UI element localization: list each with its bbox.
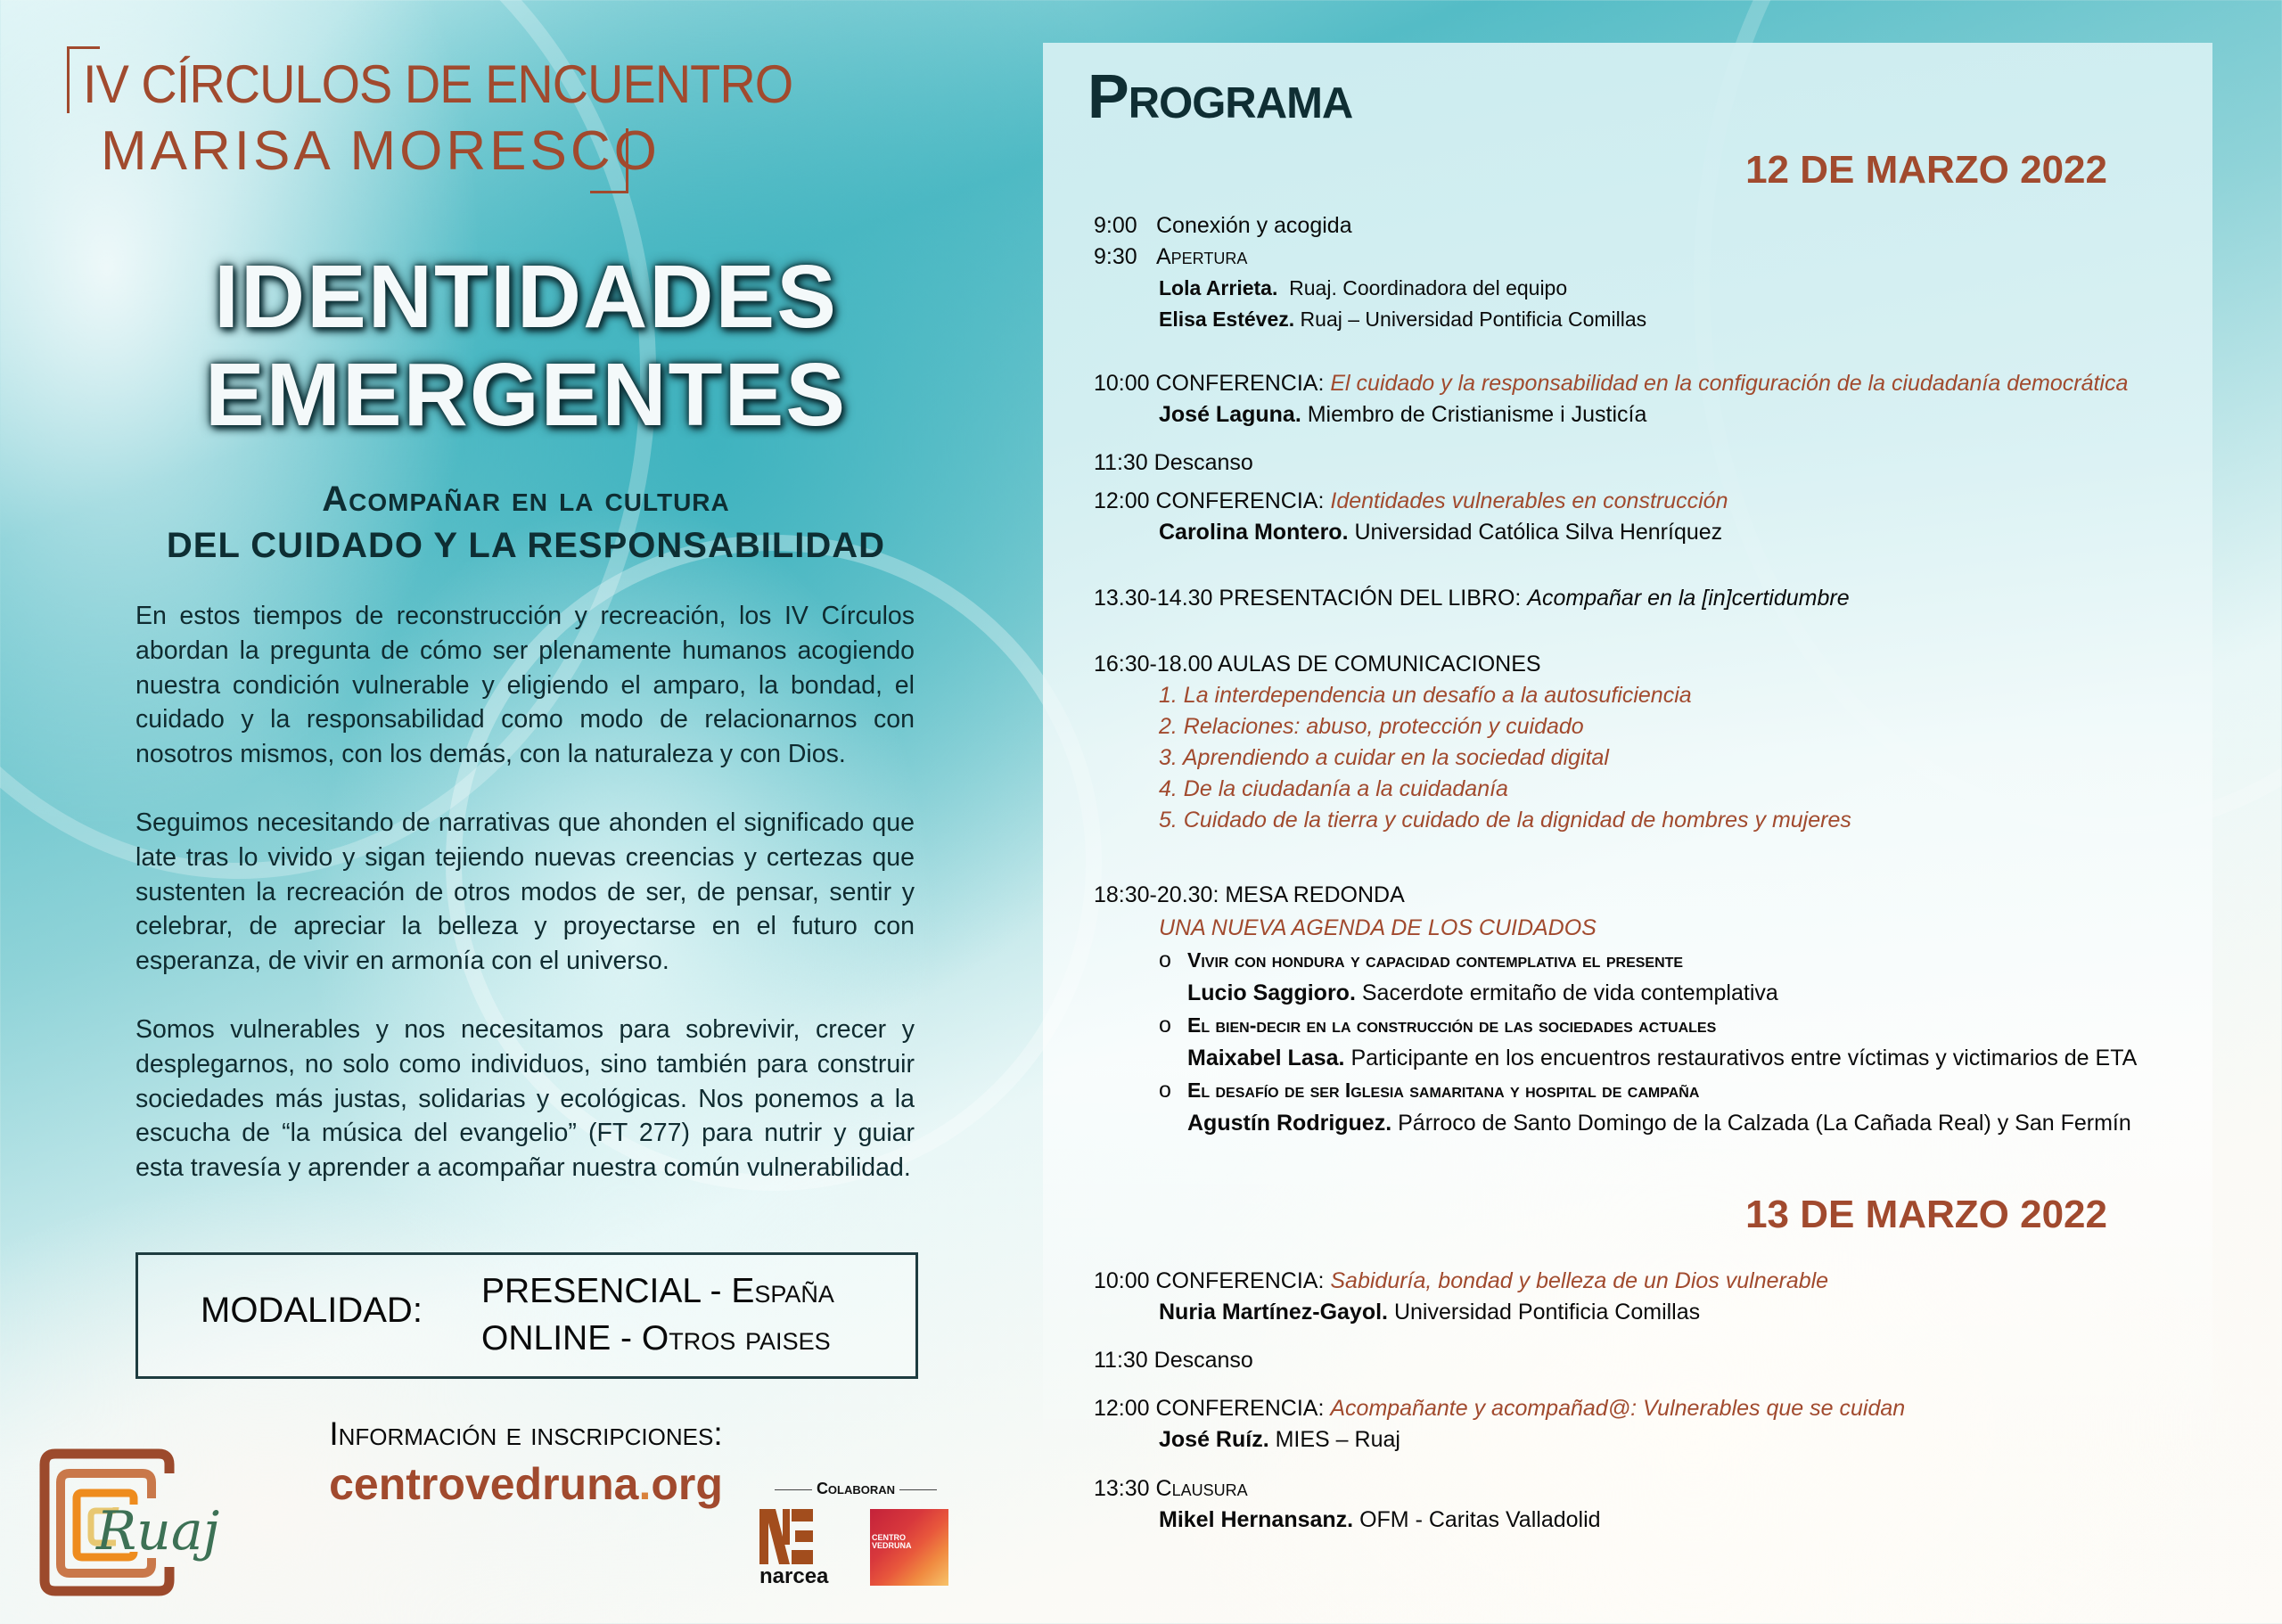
bullet-icon: o [1159, 1078, 1171, 1103]
event-honoree-name: MARISA MORESCO [101, 120, 661, 182]
info-label: Información e inscripciones: [329, 1415, 723, 1452]
centro-vedruna-logo [870, 1509, 948, 1586]
narcea-logo [759, 1509, 829, 1589]
speaker-name: Carolina Montero. [1159, 520, 1349, 545]
speaker-line [1094, 273, 1646, 304]
speaker-name: Lola Arrieta. [1159, 276, 1278, 299]
modality-option-presencial [481, 1267, 834, 1315]
day2-closing [1094, 1473, 1601, 1536]
closing-line [1094, 1473, 1601, 1505]
item-text: Apertura [1156, 244, 1248, 269]
speaker-role: OFM - Caritas Valladolid [1359, 1507, 1601, 1532]
day1-round-table [1094, 879, 2137, 1139]
intro-paragraph: Seguimos necesitando de narrativas que ahonden el significado que late tras lo vivido y sigan tejiendo nuevas creencias y certezas que sustenten la recreación de otros modos de ser, de pensar, sentir y celebrar, de apreciar la belleza y proyectarse en el futuro con esperanza, de vivir en armonía con el universo. [135, 808, 915, 976]
intro-paragraph: En estos tiempos de reconstrucción y recreación, los IV Círculos abordan la pregunta de cómo ser plenamente humanos acogiendo nuestra condición vulnerable y eligiendo el amparo, la bondad, el cuidado y la responsabilidad como modo de relacionarnos con nosotros mismos, con los demás, con la naturaleza y con Dios. [135, 602, 915, 769]
main-title [134, 248, 918, 444]
round-table-topic [1094, 1074, 2137, 1107]
speaker-role: Participante en los encuentros restaurativos entre víctimas y victimarios de ETA [1350, 1045, 2138, 1070]
item-time: 13:30 [1094, 1476, 1150, 1501]
conference-label: 12:00 CONFERENCIA: [1094, 1396, 1325, 1421]
modality-region: Otros paises [641, 1319, 831, 1357]
aula-item: 4. De la ciudadanía a la cuidadanía [1159, 776, 1508, 801]
speaker-role: Sacerdote ermitaño de vida contemplativa [1361, 980, 1778, 1005]
bracket-bottom-right [590, 128, 628, 193]
round-table-title: UNA NUEVA AGENDA DE LOS CUIDADOS [1159, 915, 1597, 940]
conference-line [1094, 1393, 1905, 1424]
speaker-role: Universidad Pontificia Comillas [1393, 1300, 1701, 1325]
modality-label: MODALIDAD: [201, 1291, 423, 1330]
intro-text [135, 599, 915, 1219]
day1-book-presentation [1094, 583, 1850, 614]
modality-mode: ONLINE [481, 1319, 612, 1357]
item-time: 9:00 [1094, 213, 1137, 238]
speaker-line [1094, 1424, 1905, 1456]
url-domain: centrovedruna [329, 1459, 639, 1509]
vedruna-line1: CENTRO [872, 1533, 906, 1542]
topic-title: Vivir con hondura y capacidad contemplativa el presente [1187, 948, 1684, 972]
bullet-icon: o [1159, 947, 1171, 972]
speaker-name: José Laguna. [1159, 402, 1301, 427]
aula-item: 2. Relaciones: abuso, protección y cuidado [1159, 714, 1584, 739]
speaker-role: Universidad Católica Silva Henríquez [1354, 520, 1723, 545]
main-title-line2: EMERGENTES [204, 345, 848, 445]
conference-title: Acompañante y acompañad@: Vulnerables que se cuidan [1330, 1396, 1906, 1421]
vedruna-line2: VEDRUNA [872, 1541, 912, 1550]
separator: - [611, 1319, 642, 1357]
round-table-label: 18:30-20.30: MESA REDONDA [1094, 882, 1405, 907]
speaker-name: Agustín Rodriguez. [1187, 1110, 1392, 1136]
speaker-name: Nuria Martínez-Gayol. [1159, 1300, 1388, 1325]
url-dot: . [638, 1459, 652, 1509]
modality-mode: PRESENCIAL [481, 1272, 701, 1310]
conference-title: Identidades vulnerables en construcción [1330, 488, 1728, 513]
round-table-topic [1094, 944, 2137, 977]
narcea-wordmark: narcea [759, 1564, 829, 1588]
day1-break: 11:30 Descanso [1094, 450, 1253, 475]
speaker-line [1094, 399, 2128, 431]
aulas-label: 16:30-18.00 AULAS DE COMUNICACIONES [1094, 652, 1541, 677]
speaker-name: José Ruíz. [1159, 1427, 1269, 1452]
conference-label: 10:00 CONFERENCIA: [1094, 371, 1325, 396]
event-series-header [67, 46, 793, 193]
speaker-line [1094, 1297, 1828, 1328]
modality-box [135, 1252, 918, 1379]
speaker-role: Miembro de Cristianisme i Justicía [1307, 402, 1647, 427]
item-time: 9:30 [1094, 244, 1137, 269]
speaker-line [1094, 1107, 2137, 1140]
day2-conference2 [1094, 1393, 1905, 1456]
item-text: Conexión y acogida [1156, 213, 1352, 238]
conference-line [1094, 486, 1728, 517]
topic-title: El bien-decir en la construcción de las sociedades actuales [1187, 1013, 1717, 1037]
event-series-name: IV CÍRCULOS DE ENCUENTRO [83, 54, 793, 114]
day1-conference2 [1094, 486, 1728, 548]
aula-item: 3. Aprendiendo a cuidar en la sociedad digital [1159, 745, 1609, 770]
day1-conference1 [1094, 368, 2128, 431]
speaker-name: Elisa Estévez. [1159, 308, 1295, 331]
day1-aulas [1094, 649, 1851, 836]
main-title-line1: IDENTIDADES [214, 247, 838, 347]
speaker-role: Ruaj. Coordinadora del equipo [1289, 276, 1568, 299]
speaker-role: Ruaj – Universidad Pontificia Comillas [1300, 308, 1647, 331]
centro-vedruna-wordmark [872, 1534, 912, 1550]
bullet-icon: o [1159, 1013, 1171, 1038]
registration-link[interactable] [259, 1458, 793, 1510]
speaker-name: Lucio Saggioro. [1187, 980, 1356, 1005]
modality-options [481, 1267, 834, 1362]
subtitle-line1: Acompañar en la cultura [322, 480, 730, 519]
day1-date-heading: 12 DE MARZO 2022 [1745, 148, 2107, 192]
item-text: Clausura [1155, 1476, 1248, 1501]
day1-opening-block [1094, 210, 1646, 335]
conference-line [1094, 1266, 1828, 1297]
book-title: Acompañar en la [in]certidumbre [1527, 586, 1850, 611]
conference-title: Sabiduría, bondad y belleza de un Dios vulnerable [1330, 1268, 1829, 1293]
conference-label: 10:00 CONFERENCIA: [1094, 1268, 1325, 1293]
aula-item: 1. La interdependencia un desafío a la autosuficiencia [1159, 683, 1692, 708]
subtitle [125, 476, 927, 569]
speaker-role: Párroco de Santo Domingo de la Calzada (La Cañada Real) y San Fermín [1398, 1110, 2131, 1136]
round-table-topic [1094, 1009, 2137, 1042]
speaker-line [1094, 1042, 2137, 1075]
speaker-role: MIES – Ruaj [1275, 1427, 1400, 1452]
modality-option-online [481, 1315, 834, 1362]
ruaj-wordmark: Ruaj [96, 1500, 220, 1562]
url-tld: org [651, 1459, 723, 1509]
speaker-line [1094, 1505, 1601, 1536]
speaker-line [1094, 977, 2137, 1010]
topic-title: El desafío de ser Iglesia samaritana y hospital de campaña [1187, 1079, 1700, 1102]
program-title: Programa [1088, 62, 1353, 131]
conference-title: El cuidado y la responsabilidad en la configuración de la ciudadanía democrática [1330, 371, 2129, 396]
ruaj-logo [36, 1447, 220, 1598]
day2-date-heading: 13 DE MARZO 2022 [1745, 1193, 2107, 1236]
separator: - [700, 1272, 732, 1310]
modality-region: España [731, 1272, 834, 1310]
program-panel [1043, 43, 2212, 1624]
day2-break: 11:30 Descanso [1094, 1348, 1253, 1373]
book-label: 13.30-14.30 PRESENTACIÓN DEL LIBRO: [1094, 586, 1522, 611]
intro-paragraph: Somos vulnerables y nos necesitamos para sobrevivir, crecer y desplegarnos, no solo como individuos, sino también para construir sociedades más justas, solidarias y ecológicas. Nos ponemos a la escucha de “la música del evangelio” (FT 277) para nutrir y guiar esta travesía y aprender a acompañar nuestra común vulnerabilidad. [135, 1014, 915, 1183]
conference-line [1094, 368, 2128, 399]
speaker-line [1094, 304, 1646, 335]
schedule-item [1094, 242, 1646, 273]
day2-conference1 [1094, 1266, 1828, 1328]
schedule-item [1094, 210, 1646, 242]
subtitle-line2: DEL CUIDADO Y LA RESPONSABILIDAD [166, 526, 886, 565]
speaker-name: Mikel Hernansanz. [1159, 1507, 1354, 1532]
narcea-ne-icon [759, 1509, 813, 1564]
aula-item: 5. Cuidado de la tierra y cuidado de la dignidad de hombres y mujeres [1159, 808, 1851, 833]
speaker-line [1094, 517, 1728, 548]
conference-label: 12:00 CONFERENCIA: [1094, 488, 1325, 513]
speaker-name: Maixabel Lasa. [1187, 1045, 1345, 1070]
collaborators-label: Colaboran [762, 1480, 949, 1498]
